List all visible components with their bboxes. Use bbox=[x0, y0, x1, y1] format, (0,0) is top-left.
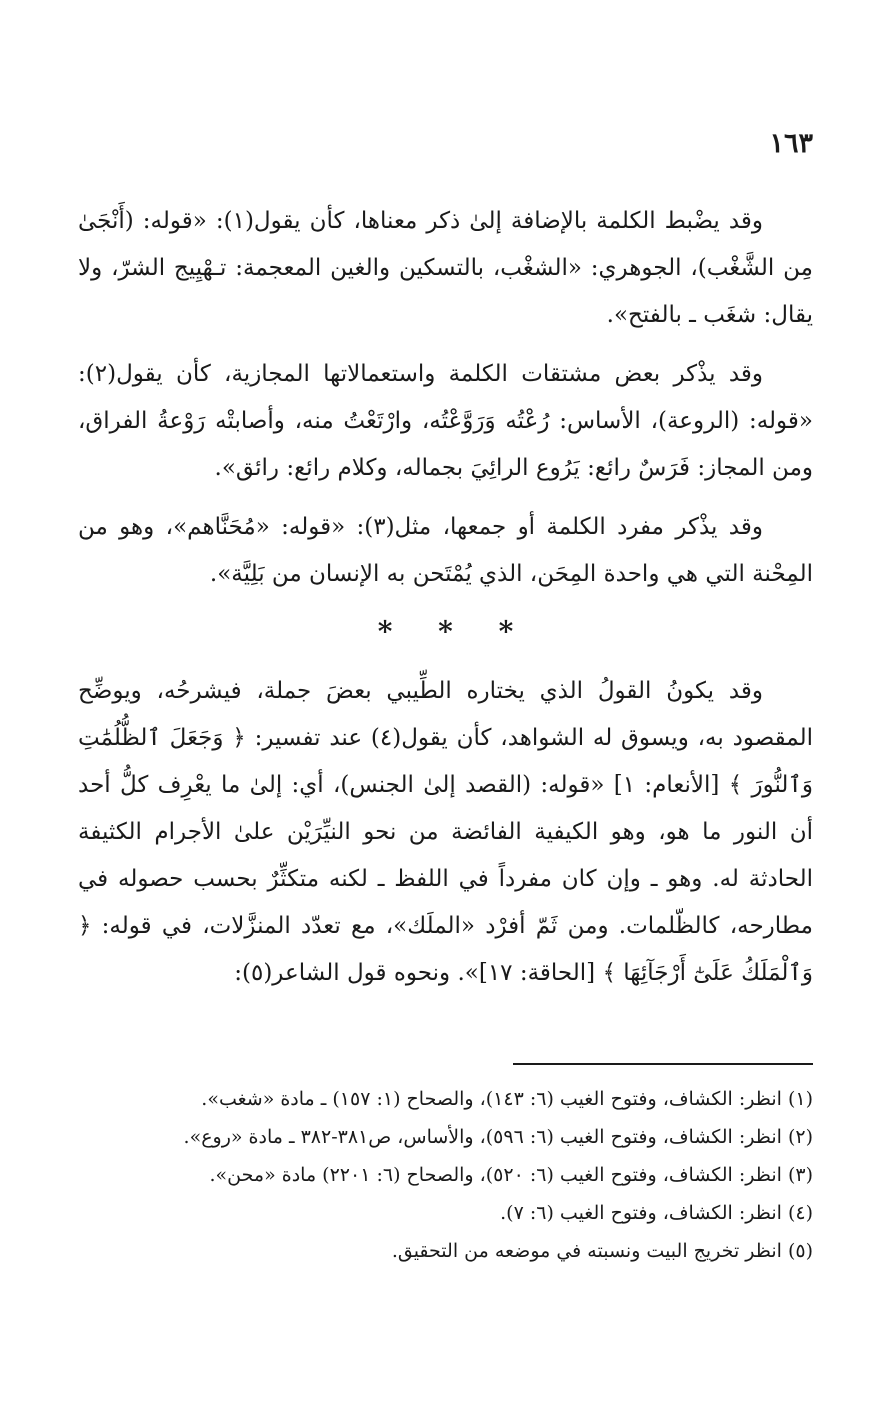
paragraph-4: وقد يكونُ القولُ الذي يختاره الطِّيبي بعضَ جملة، فيشرحُه، ويوضِّح المقصود به، ويسوق له الشواهد، كأن يقول(٤) عند تفسير: ﴿ وَجَعَلَ ٱلظُّلُمَٰتِ وَٱلنُّورَ ﴾ [الأنعام: ١] «قوله: (القصد إلىٰ الجنس)، أي: إلىٰ ما يعْرِف كلُّ أحد أن النور ما هو، وهو الكيفية الفائضة من نحو النيِّرَيْن علىٰ الأجرام الكثيفة الحادثة له. وهو ـ وإن كان مفرداً في اللفظ ـ لكنه متكثِّرٌ بحسب حصوله في مطارحه، كالظّلمات. ومن ثَمّ أفرْد «الملَك»، مع تعدّد المنزَّلات، في قوله: ﴿ وَٱلْمَلَكُ عَلَىٰٓ أَرْجَآئِهَا ﴾ [الحاقة: ١٧]». ونحوه قول الشاعر(٥): bbox=[78, 678, 813, 986]
footnote-divider bbox=[513, 1063, 813, 1065]
section-separator: * * * bbox=[377, 615, 514, 648]
paragraph-1: وقد يضْبط الكلمة بالإضافة إلىٰ ذكر معناها، كأن يقول(١): «قوله: (أَنْجَىٰ مِن الشَّغْب)، الجوهري: «الشغْب، بالتسكين والغين المعجمة: تـهْيِيج الشرّ، ولا يقال: شغَب ـ بالفتح». bbox=[78, 208, 813, 328]
paragraph-2: وقد يذْكر بعض مشتقات الكلمة واستعمالاتها المجازية، كأن يقول(٢): «قوله: (الروعة)، الأساس: رُعْتُه وَرَوَّعْتُه، وارْتَعْتُ منه، وأصابتْه رَوْعةُ الفراق، ومن المجاز: فَرَسٌ رائع: يَرُوع الرائِيَ بجماله، وكلام رائع: رائق». bbox=[78, 361, 813, 481]
footnote-2: (٢) انظر: الكشاف، وفتوح الغيب (٦: ٥٩٦)، والأساس، ص٣٨١-٣٨٢ ـ مادة «روع». bbox=[183, 1126, 813, 1148]
footnote-3: (٣) انظر: الكشاف، وفتوح الغيب (٦: ٥٢٠)، والصحاح (٦: ٢٢٠١) مادة «محن». bbox=[209, 1164, 813, 1186]
page-number: ١٦٣ bbox=[769, 128, 813, 159]
footnote-5: (٥) انظر تخريج البيت ونسبته في موضعه من التحقيق. bbox=[391, 1240, 813, 1262]
document-page bbox=[78, 0, 813, 1407]
footnote-1: (١) انظر: الكشاف، وفتوح الغيب (٦: ١٤٣)، والصحاح (١: ١٥٧) ـ مادة «شغب». bbox=[201, 1088, 813, 1110]
footnote-4: (٤) انظر: الكشاف، وفتوح الغيب (٦: ٧). bbox=[500, 1202, 813, 1224]
paragraph-3: وقد يذْكر مفرد الكلمة أو جمعها، مثل(٣): «قوله: «مُحَنَّاهم»، وهو من المِحْنة التي هي واحدة المِحَن، الذي يُمْتَحن به الإنسان من بَلِيَّة». bbox=[78, 514, 813, 587]
main-text bbox=[78, 198, 813, 1009]
footnotes bbox=[78, 1080, 813, 1270]
